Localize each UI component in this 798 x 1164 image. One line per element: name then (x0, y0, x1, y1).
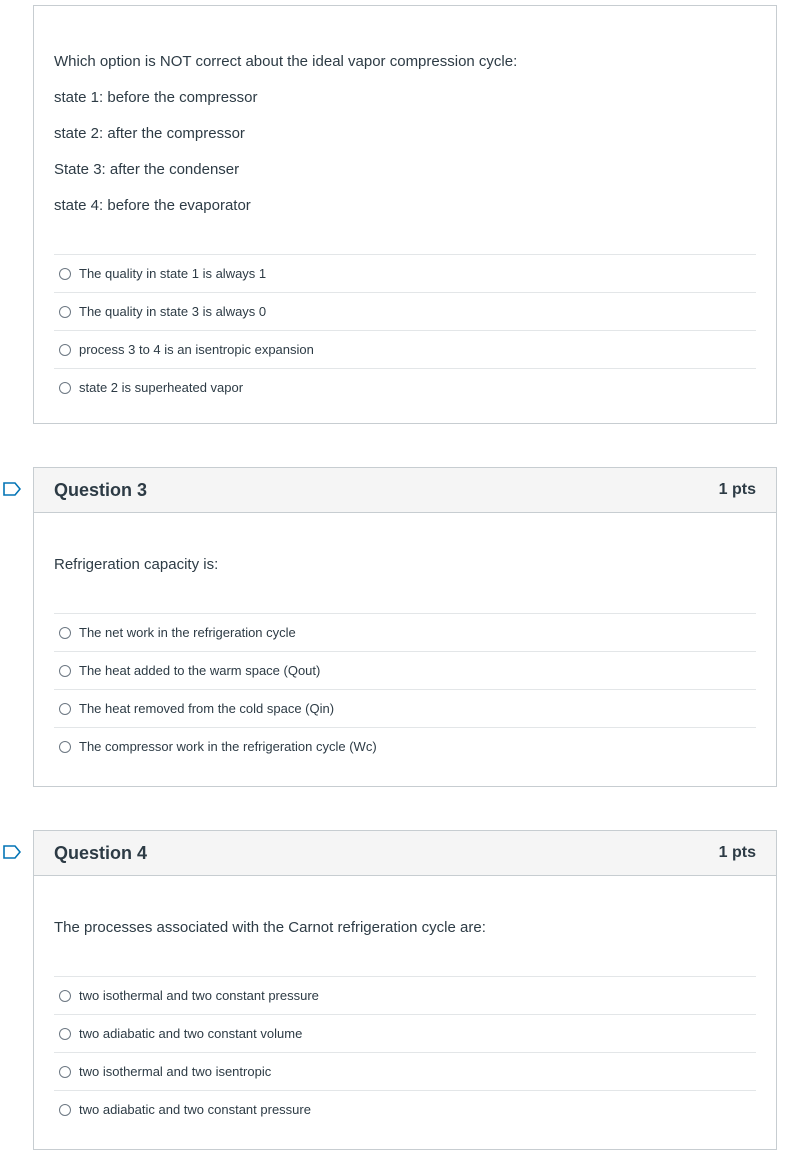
answer-option[interactable] (54, 254, 756, 292)
stem-line: State 3: after the condenser (54, 161, 240, 178)
question-title: Question 3 (54, 479, 148, 500)
answer-label: two isothermal and two constant pressure (79, 988, 319, 1003)
answer-list (54, 254, 756, 406)
question-card-3 (33, 467, 777, 787)
answer-label: The compressor work in the refrigeration cycle (Wc) (79, 739, 377, 754)
answer-label: The heat added to the warm space (Qout) (79, 663, 321, 678)
radio-button[interactable] (59, 703, 71, 715)
radio-button[interactable] (59, 1066, 71, 1078)
flag-question-icon[interactable] (3, 482, 21, 496)
answer-label: The net work in the refrigeration cycle (79, 625, 296, 640)
answer-option[interactable] (54, 976, 756, 1014)
answer-option[interactable] (54, 727, 756, 765)
answer-label: two adiabatic and two constant pressure (79, 1102, 311, 1117)
answer-label: process 3 to 4 is an isentropic expansion (79, 342, 314, 357)
flag-question-icon[interactable] (3, 845, 21, 859)
question-header (34, 831, 776, 876)
answer-option[interactable] (54, 651, 756, 689)
answer-option[interactable] (54, 368, 756, 406)
question-header (34, 468, 776, 513)
answer-list (54, 976, 756, 1128)
answer-label: state 2 is superheated vapor (79, 380, 244, 395)
question-points: 1 pts (718, 844, 756, 861)
radio-button[interactable] (59, 1028, 71, 1040)
question-stem (54, 44, 756, 224)
radio-button[interactable] (59, 268, 71, 280)
answer-option[interactable] (54, 1052, 756, 1090)
answer-option[interactable] (54, 613, 756, 651)
question-stem (54, 910, 756, 946)
radio-button[interactable] (59, 990, 71, 1002)
radio-button[interactable] (59, 306, 71, 318)
stem-line: state 4: before the evaporator (54, 197, 251, 214)
question-points: 1 pts (718, 481, 756, 498)
stem-line: Refrigeration capacity is: (54, 556, 219, 573)
answer-option[interactable] (54, 1090, 756, 1128)
stem-line: Which option is NOT correct about the ideal vapor compression cycle: (54, 53, 518, 70)
radio-button[interactable] (59, 741, 71, 753)
radio-button[interactable] (59, 665, 71, 677)
answer-label: The quality in state 1 is always 1 (79, 266, 267, 281)
radio-button[interactable] (59, 382, 71, 394)
stem-line: state 1: before the compressor (54, 89, 258, 106)
stem-line: The processes associated with the Carnot refrigeration cycle are: (54, 919, 486, 936)
question-title: Question 4 (54, 842, 148, 863)
answer-option[interactable] (54, 689, 756, 727)
answer-label: The quality in state 3 is always 0 (79, 304, 267, 319)
question-stem (54, 547, 756, 583)
radio-button[interactable] (59, 1104, 71, 1116)
radio-button[interactable] (59, 344, 71, 356)
answer-option[interactable] (54, 330, 756, 368)
question-card-4 (33, 830, 777, 1150)
radio-button[interactable] (59, 627, 71, 639)
stem-line: state 2: after the compressor (54, 125, 245, 142)
answer-label: two adiabatic and two constant volume (79, 1026, 303, 1041)
answer-option[interactable] (54, 292, 756, 330)
answer-list (54, 613, 756, 765)
answer-option[interactable] (54, 1014, 756, 1052)
answer-label: two isothermal and two isentropic (79, 1064, 272, 1079)
answer-label: The heat removed from the cold space (Qin) (79, 701, 335, 716)
question-card-2 (33, 5, 777, 424)
